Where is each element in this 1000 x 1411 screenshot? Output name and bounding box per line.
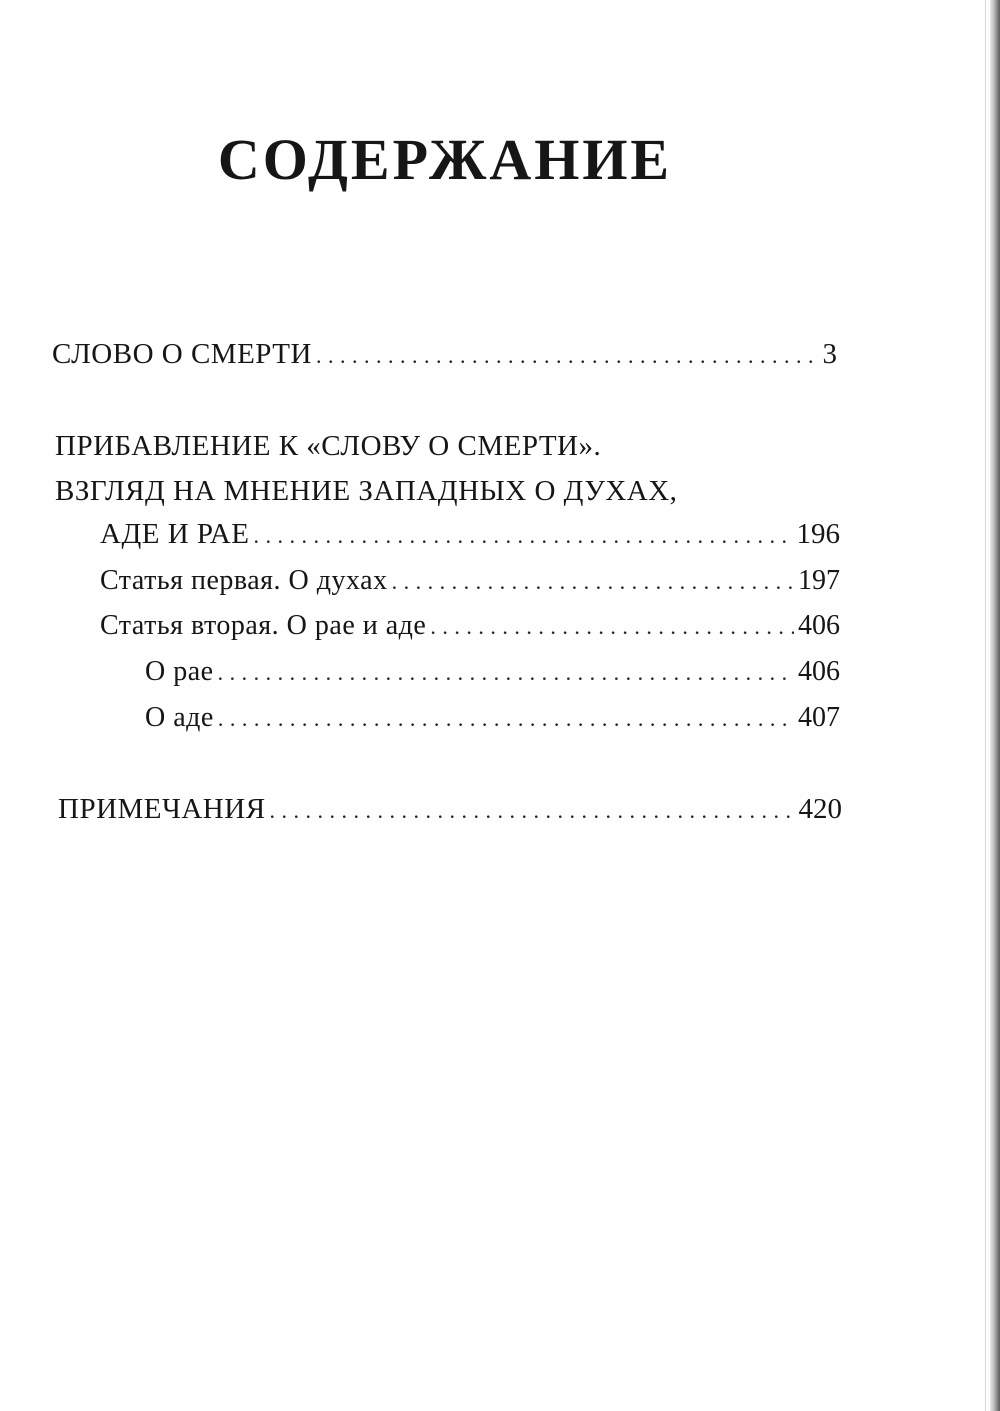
toc-page-number: 407 — [798, 702, 840, 733]
toc-entry-label: ПРИМЕЧАНИЯ — [58, 793, 266, 825]
dot-leader — [270, 800, 795, 822]
dot-leader — [218, 662, 794, 684]
toc-page-number: 420 — [798, 793, 842, 825]
toc-entry-label: Статья вторая. О рае и аде — [100, 610, 427, 641]
toc-entry-o-ade — [145, 704, 840, 732]
toc-entry-label: АДЕ И РАЕ — [100, 518, 250, 550]
toc-page-number: 197 — [798, 565, 840, 596]
toc-heading-line-1: ПРИБАВЛЕНИЕ К «СЛОВУ О СМЕРТИ». — [55, 430, 602, 462]
toc-entry-ade-i-rae — [100, 520, 840, 549]
toc-page-number: 196 — [796, 518, 840, 550]
page-title: СОДЕРЖАНИЕ — [217, 127, 673, 192]
dot-leader — [316, 345, 819, 367]
toc-entry-slovo — [52, 340, 837, 369]
toc-heading-line-2: ВЗГЛЯД НА МНЕНИЕ ЗАПАДНЫХ О ДУХАХ, — [55, 475, 678, 507]
toc-entry-o-rae — [145, 658, 840, 686]
toc-page-number: 3 — [822, 338, 837, 370]
dot-leader — [392, 571, 794, 593]
toc-entry-label: Статья первая. О духах — [100, 565, 388, 596]
toc-entry-primechaniya — [58, 795, 842, 824]
dot-leader — [430, 616, 794, 638]
toc-page-number: 406 — [798, 656, 840, 687]
toc-entry-label: О аде — [145, 702, 214, 733]
toc-entry-label: О рае — [145, 656, 214, 687]
dot-leader — [218, 708, 794, 730]
toc-entry-statya-2 — [100, 612, 840, 640]
page-edge-shadow — [990, 0, 1000, 1411]
page-edge-line — [985, 0, 986, 1411]
toc-entry-statya-1 — [100, 567, 840, 595]
toc-page-number: 406 — [798, 610, 840, 641]
toc-entry-label: СЛОВО О СМЕРТИ — [52, 338, 312, 370]
dot-leader — [253, 525, 792, 547]
